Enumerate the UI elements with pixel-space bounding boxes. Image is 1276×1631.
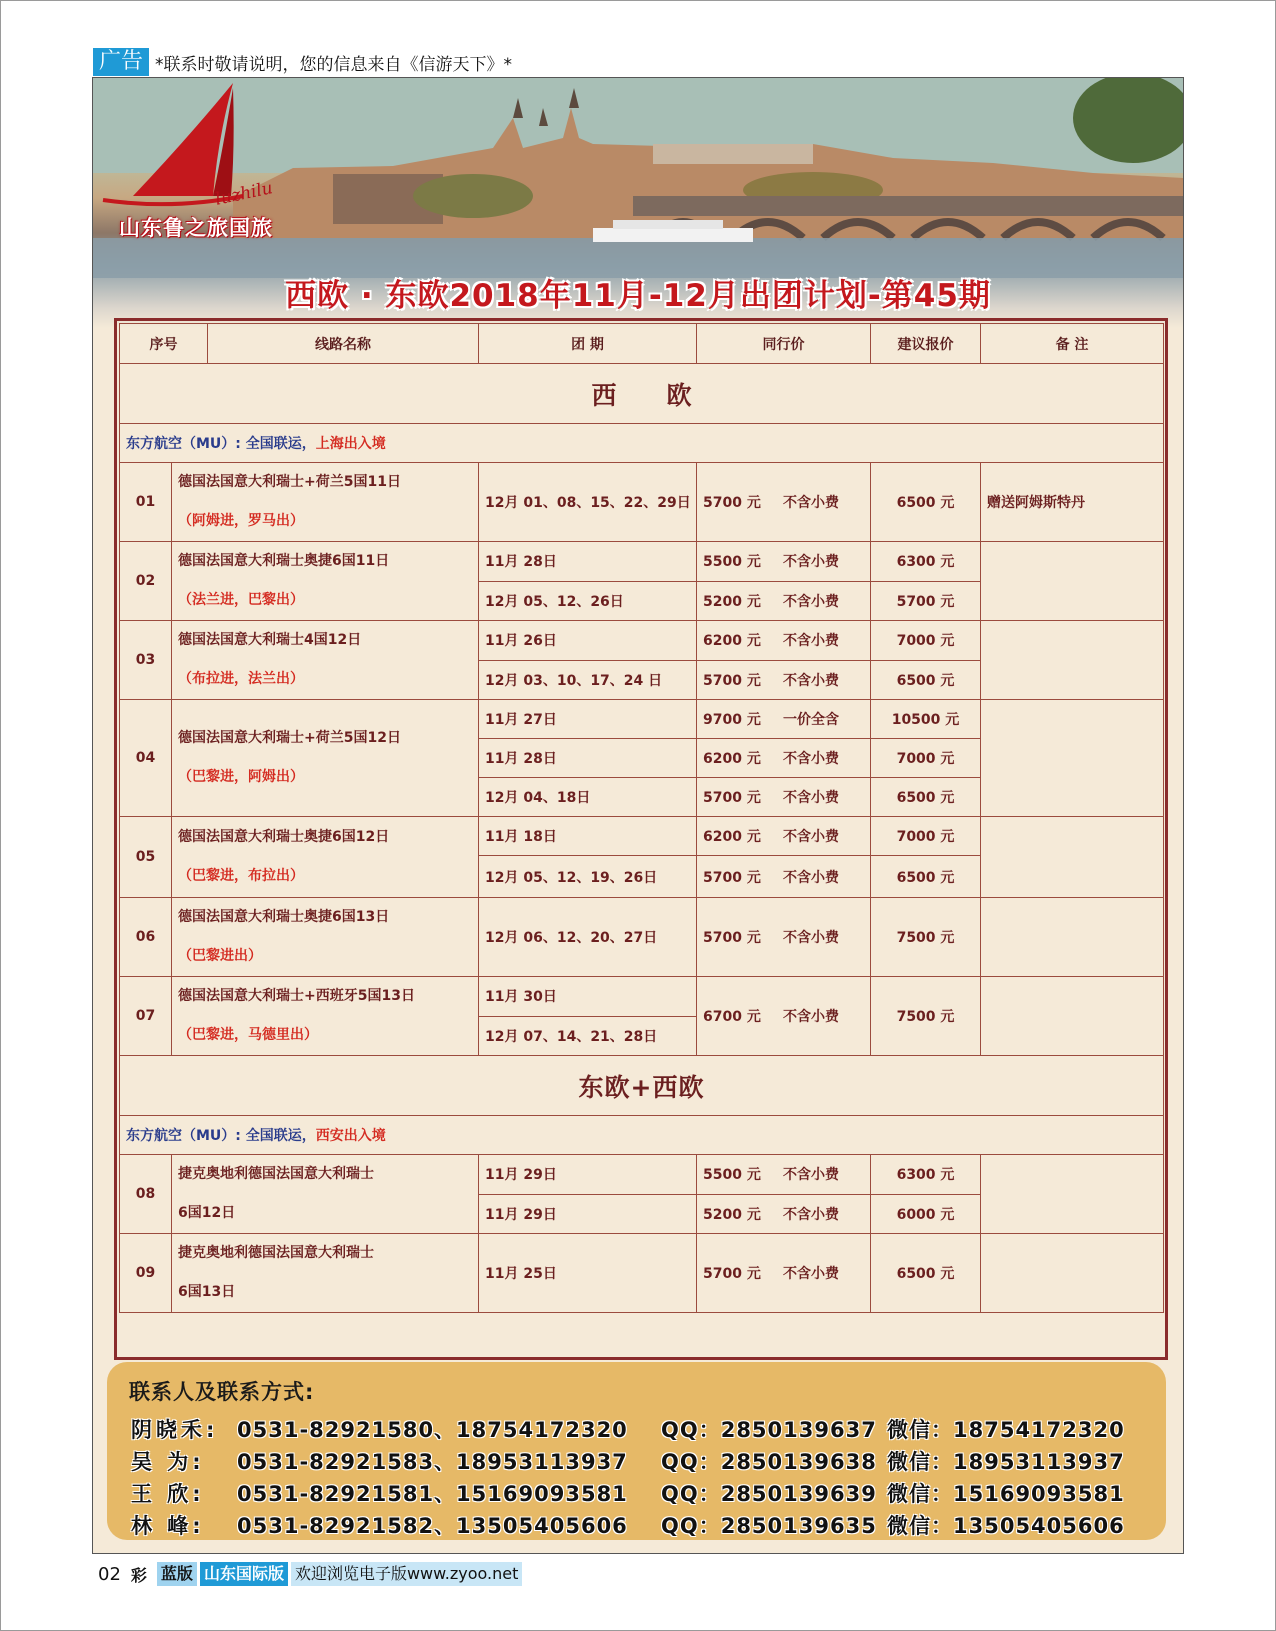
section-title: 东欧+西欧 xyxy=(578,1072,705,1102)
airline-row xyxy=(120,1116,1164,1155)
suggested-price: 6500 元 xyxy=(871,778,981,817)
price-fee: 不含小费 xyxy=(783,1167,839,1184)
price-value: 9700 元 xyxy=(703,712,761,728)
contact-name: 林 峰: xyxy=(131,1514,205,1538)
price-fee: 不含小费 xyxy=(783,751,839,767)
route-number: 04 xyxy=(120,700,172,817)
header-no: 序号 xyxy=(120,324,208,364)
remark xyxy=(981,1155,1164,1234)
price-value: 5700 元 xyxy=(703,1266,761,1282)
price-fee: 不含小费 xyxy=(783,593,839,610)
departure-date: 11月 26日 xyxy=(479,621,697,661)
suggested-price: 7000 元 xyxy=(871,739,981,778)
route-name-cell xyxy=(172,977,479,1056)
airline-highlight: 上海出入境 xyxy=(315,436,386,452)
contact-wechat: 微信：18754172320 xyxy=(887,1418,1125,1442)
price-value: 5700 元 xyxy=(703,869,761,886)
table-row xyxy=(120,1234,1164,1313)
section-title-row xyxy=(120,1056,1164,1116)
departure-date: 11月 18日 xyxy=(479,817,697,856)
brand-name: 山东鲁之旅国旅 xyxy=(119,216,273,240)
table-row xyxy=(120,977,1164,1017)
route-number: 01 xyxy=(120,463,172,542)
departure-date: 12月 07、14、21、28日 xyxy=(479,1016,697,1056)
route-name: 德国法国意大利瑞士奥捷6国11日 xyxy=(178,553,390,569)
departure-date: 11月 25日 xyxy=(479,1234,697,1313)
price-value: 6200 元 xyxy=(703,751,761,767)
contact-name: 吴 为: xyxy=(131,1450,205,1474)
trade-price xyxy=(697,817,871,856)
price-fee: 不含小费 xyxy=(783,1009,839,1025)
route-name: 捷克奥地利德国法国意大利瑞士 xyxy=(178,1166,374,1182)
price-value: 5700 元 xyxy=(703,672,761,689)
route-name: 德国法国意大利瑞士+西班牙5国13日 xyxy=(178,988,415,1004)
price-value: 5200 元 xyxy=(703,593,761,610)
route-name-cell xyxy=(172,1155,479,1234)
suggested-price: 7000 元 xyxy=(871,817,981,856)
page-number: 02 xyxy=(98,1563,121,1585)
header-trade-price: 同行价 xyxy=(697,324,871,364)
price-value: 6700 元 xyxy=(703,1009,761,1025)
price-value: 6200 元 xyxy=(703,633,761,650)
route-name-cell xyxy=(172,898,479,977)
contact-qq: QQ：2850139635 xyxy=(661,1514,877,1538)
contact-qq: QQ：2850139639 xyxy=(661,1482,877,1506)
route-note: （巴黎进，布拉出） xyxy=(178,868,304,884)
edition-label: 蓝版 xyxy=(157,1562,197,1586)
departure-date: 11月 28日 xyxy=(479,542,697,582)
route-number: 03 xyxy=(120,621,172,700)
trade-price xyxy=(697,1155,871,1195)
price-fee: 不含小费 xyxy=(783,790,839,806)
suggested-price: 10500 元 xyxy=(871,700,981,739)
remark xyxy=(981,621,1164,700)
trade-price xyxy=(697,1194,871,1234)
remark xyxy=(981,1234,1164,1313)
route-name-cell xyxy=(172,817,479,898)
route-number: 05 xyxy=(120,817,172,898)
suggested-price: 5700 元 xyxy=(871,581,981,621)
departure-date: 11月 29日 xyxy=(479,1194,697,1234)
route-name-cell xyxy=(172,1234,479,1313)
trade-price xyxy=(697,977,871,1056)
trade-price xyxy=(697,778,871,817)
price-fee: 不含小费 xyxy=(783,633,839,650)
contact-phone: 0531-82921582、13505405606 xyxy=(237,1514,628,1538)
trade-price xyxy=(697,700,871,739)
price-value: 5200 元 xyxy=(703,1206,761,1223)
price-fee: 不含小费 xyxy=(783,672,839,689)
trade-price xyxy=(697,463,871,542)
region-label: 山东国际版 xyxy=(200,1562,288,1586)
trade-price xyxy=(697,856,871,898)
departure-date: 12月 06、12、20、27日 xyxy=(479,898,697,977)
route-name-cell xyxy=(172,700,479,817)
color-label: 彩 xyxy=(130,1565,147,1585)
section-title-row xyxy=(120,364,1164,424)
price-value: 5700 元 xyxy=(703,790,761,806)
table-row xyxy=(120,621,1164,661)
price-value: 5700 元 xyxy=(703,495,761,511)
remark xyxy=(981,542,1164,621)
airline-label: 东方航空（MU）: 全国联运， xyxy=(126,1128,316,1144)
page-footer xyxy=(98,1562,522,1586)
route-note: （法兰进，巴黎出） xyxy=(178,592,304,608)
header-dates: 团 期 xyxy=(479,324,697,364)
contact-wechat: 微信：15169093581 xyxy=(887,1482,1125,1506)
contact-name: 阴晓禾: xyxy=(131,1418,219,1442)
price-fee: 一价全含 xyxy=(783,712,839,728)
route-number: 06 xyxy=(120,898,172,977)
contact-qq: QQ：2850139638 xyxy=(661,1450,877,1474)
ad-bar xyxy=(93,48,512,76)
suggested-price: 6300 元 xyxy=(871,1155,981,1195)
suggested-price: 7500 元 xyxy=(871,977,981,1056)
price-fee: 不含小费 xyxy=(783,495,839,511)
route-name-cell xyxy=(172,621,479,700)
price-value: 6200 元 xyxy=(703,829,761,845)
trade-price xyxy=(697,581,871,621)
airline-label: 东方航空（MU）: 全国联运， xyxy=(126,436,316,452)
suggested-price: 7000 元 xyxy=(871,621,981,661)
route-name: 捷克奥地利德国法国意大利瑞士 xyxy=(178,1245,374,1261)
route-number: 08 xyxy=(120,1155,172,1234)
suggested-price: 6500 元 xyxy=(871,660,981,700)
website-link[interactable]: 欢迎浏览电子版www.zyoo.net xyxy=(291,1562,522,1586)
route-duration: 6国12日 xyxy=(178,1205,236,1221)
table-row xyxy=(120,542,1164,582)
section-title: 西欧 xyxy=(591,380,742,410)
trade-price xyxy=(697,739,871,778)
price-value: 5500 元 xyxy=(703,554,761,571)
departure-date: 12月 03、10、17、24 日 xyxy=(479,660,697,700)
price-fee: 不含小费 xyxy=(783,1206,839,1223)
route-name-cell xyxy=(172,463,479,542)
price-fee: 不含小费 xyxy=(783,930,839,946)
route-number: 09 xyxy=(120,1234,172,1313)
suggested-price: 6300 元 xyxy=(871,542,981,582)
contact-phone: 0531-82921580、18754172320 xyxy=(237,1418,628,1442)
trade-price xyxy=(697,621,871,661)
header-suggested-price: 建议报价 xyxy=(871,324,981,364)
route-duration: 6国13日 xyxy=(178,1284,236,1300)
suggested-price: 6500 元 xyxy=(871,856,981,898)
contact-wechat: 微信：13505405606 xyxy=(887,1514,1125,1538)
suggested-price: 6000 元 xyxy=(871,1194,981,1234)
departure-date: 11月 28日 xyxy=(479,739,697,778)
itinerary-panel xyxy=(92,77,1184,1554)
remark xyxy=(981,817,1164,898)
table-row xyxy=(120,817,1164,856)
trade-price xyxy=(697,542,871,582)
route-name-cell xyxy=(172,542,479,621)
table-row xyxy=(120,898,1164,977)
remark xyxy=(981,898,1164,977)
suggested-price: 6500 元 xyxy=(871,463,981,542)
route-name: 德国法国意大利瑞士+荷兰5国12日 xyxy=(178,730,401,746)
departure-date: 12月 05、12、26日 xyxy=(479,581,697,621)
header-remark: 备 注 xyxy=(981,324,1164,364)
suggested-price: 7500 元 xyxy=(871,898,981,977)
contact-qq: QQ：2850139637 xyxy=(661,1418,877,1442)
departure-date: 12月 04、18日 xyxy=(479,778,697,817)
price-fee: 不含小费 xyxy=(783,829,839,845)
contact-title: 联系人及联系方式: xyxy=(129,1380,315,1404)
contact-name: 王 欣: xyxy=(131,1482,205,1506)
price-fee: 不含小费 xyxy=(783,554,839,571)
contact-phone: 0531-82921581、15169093581 xyxy=(237,1482,628,1506)
price-fee: 不含小费 xyxy=(783,869,839,886)
route-note: （巴黎进，马德里出） xyxy=(178,1027,318,1043)
departure-date: 11月 29日 xyxy=(479,1155,697,1195)
table-row xyxy=(120,1155,1164,1195)
route-number: 02 xyxy=(120,542,172,621)
price-fee: 不含小费 xyxy=(783,1266,839,1282)
route-note: （阿姆进，罗马出） xyxy=(178,513,304,529)
header-route: 线路名称 xyxy=(208,324,479,364)
route-name: 德国法国意大利瑞士奥捷6国12日 xyxy=(178,829,390,845)
departure-date: 11月 27日 xyxy=(479,700,697,739)
remark: 赠送阿姆斯特丹 xyxy=(981,463,1164,542)
remark xyxy=(981,700,1164,817)
brand-script: luzhilu xyxy=(213,178,275,210)
route-note: （布拉进，法兰出） xyxy=(178,671,304,687)
departure-date: 12月 05、12、19、26日 xyxy=(479,856,697,898)
remark xyxy=(981,977,1164,1056)
banner-photo xyxy=(93,78,1183,328)
page-title: 西欧 · 东欧2018年11月-12月出团计划-第45期 xyxy=(285,278,991,314)
airline-highlight: 西安出入境 xyxy=(315,1128,386,1144)
contact-phone: 0531-82921583、18953113937 xyxy=(237,1450,628,1474)
itinerary-table xyxy=(119,323,1164,1313)
itinerary-table-frame xyxy=(114,318,1168,1360)
price-value: 5500 元 xyxy=(703,1167,761,1184)
trade-price xyxy=(697,898,871,977)
route-name: 德国法国意大利瑞士奥捷6国13日 xyxy=(178,909,390,925)
trade-price xyxy=(697,660,871,700)
price-value: 5700 元 xyxy=(703,930,761,946)
route-number: 07 xyxy=(120,977,172,1056)
table-row xyxy=(120,463,1164,542)
table-header-row xyxy=(120,324,1164,364)
trade-price xyxy=(697,1234,871,1313)
route-note: （巴黎进出） xyxy=(178,948,262,964)
contact-wechat: 微信：18953113937 xyxy=(887,1450,1125,1474)
ad-note: *联系时敬请说明，您的信息来自《信游天下》* xyxy=(155,54,513,75)
table-row xyxy=(120,700,1164,739)
suggested-price: 6500 元 xyxy=(871,1234,981,1313)
departure-date: 11月 30日 xyxy=(479,977,697,1017)
departure-date: 12月 01、08、15、22、29日 xyxy=(479,463,697,542)
route-name: 德国法国意大利瑞士4国12日 xyxy=(178,632,362,648)
route-note: （巴黎进，阿姆出） xyxy=(178,769,304,785)
contact-box xyxy=(107,1362,1166,1540)
ad-tag: 广告 xyxy=(93,48,149,76)
airline-row xyxy=(120,424,1164,463)
route-name: 德国法国意大利瑞士+荷兰5国11日 xyxy=(178,474,401,490)
